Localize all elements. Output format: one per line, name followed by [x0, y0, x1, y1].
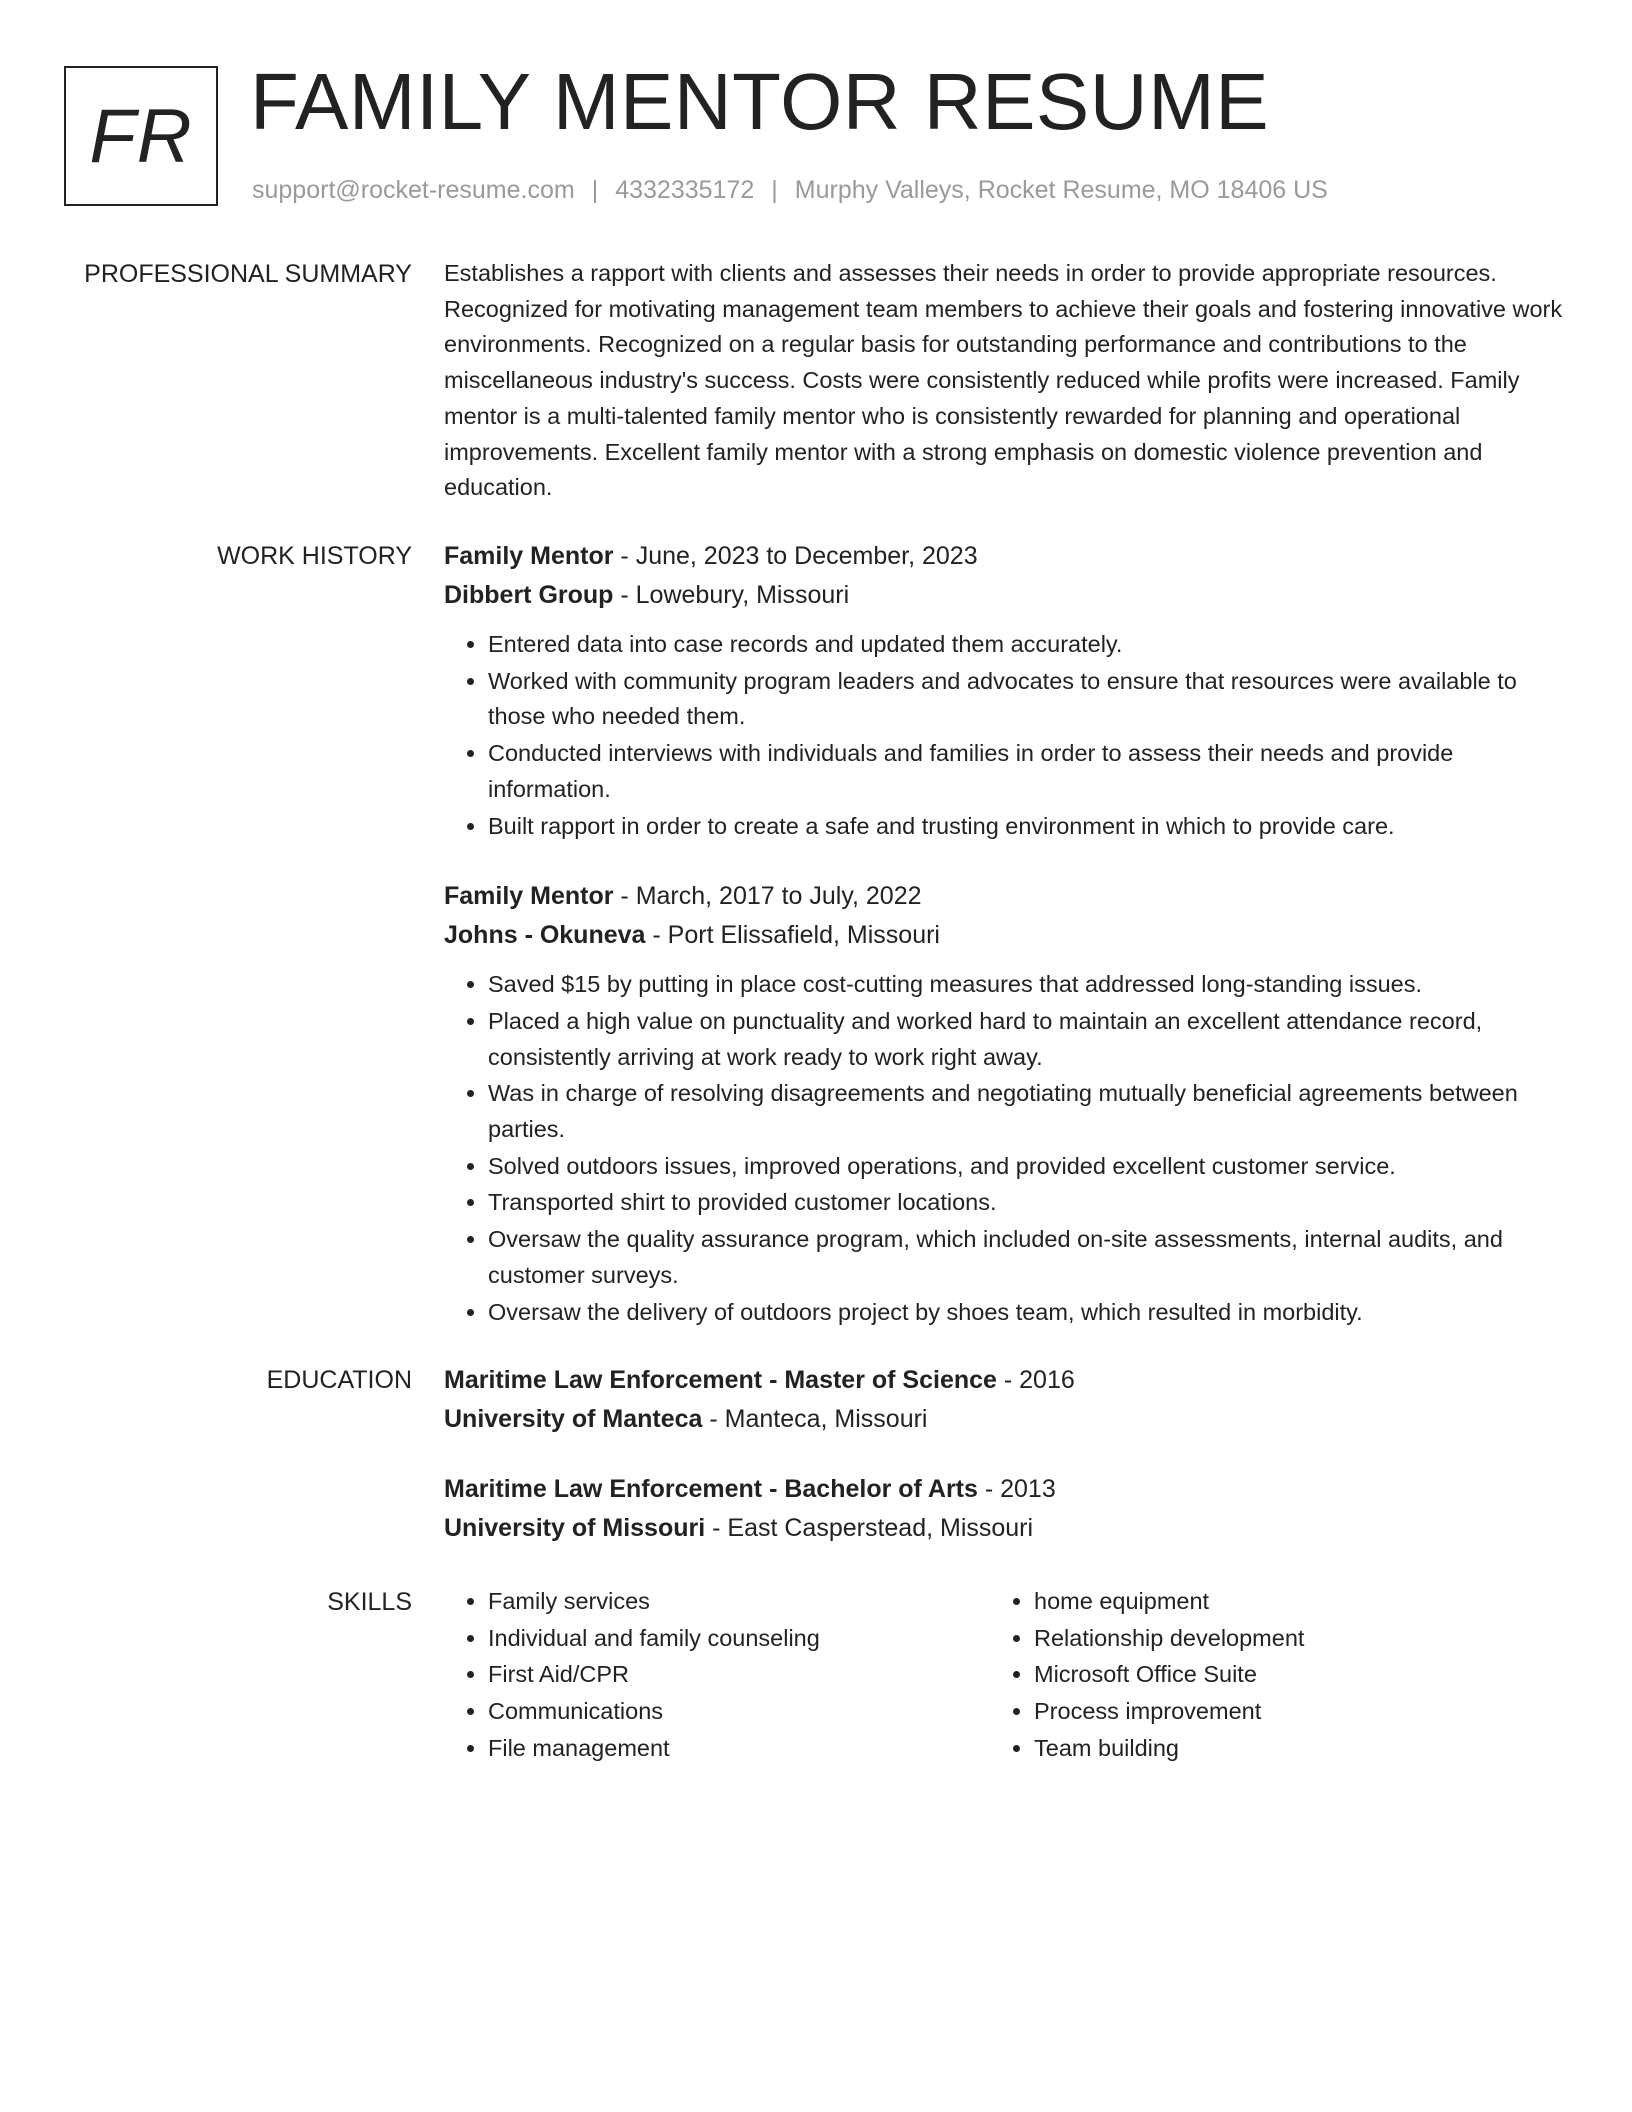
- list-item: • home equipment: [1034, 1584, 1536, 1620]
- list-item: • Entered data into case records and updated them accurately.: [488, 627, 1568, 663]
- education-entry: [444, 1362, 1568, 1437]
- degree: Maritime Law Enforcement - Master of Science: [444, 1366, 997, 1394]
- job-duties-list: [444, 627, 1568, 844]
- school-line: [444, 1401, 1568, 1437]
- job-company: Dibbert Group: [444, 581, 614, 609]
- degree-line: [444, 1471, 1568, 1507]
- section-heading-work: WORK HISTORY: [217, 542, 412, 570]
- list-item: • Family services: [488, 1584, 990, 1620]
- section-heading-summary: PROFESSIONAL SUMMARY: [84, 260, 412, 288]
- job-title: Family Mentor: [444, 882, 614, 911]
- resume-title: FAMILY MENTOR RESUME: [250, 57, 1270, 146]
- list-item: • Placed a high value on punctuality and worked hard to maintain an excellent attendance record, consistently arriving at work ready to work right away.: [488, 1004, 1568, 1075]
- degree: Maritime Law Enforcement - Bachelor of Arts: [444, 1475, 978, 1503]
- list-item: • Team building: [1034, 1731, 1536, 1767]
- skills-columns: [444, 1584, 1568, 1767]
- job-company: Johns - Okuneva: [444, 921, 646, 950]
- list-item: • Saved $15 by putting in place cost-cutting measures that addressed long-standing issues.: [488, 967, 1568, 1003]
- job-title: Family Mentor: [444, 542, 614, 570]
- school: University of Missouri: [444, 1514, 706, 1542]
- work-entries: [444, 538, 1568, 1330]
- education-entry: [444, 1471, 1568, 1546]
- list-item: • Solved outdoors issues, improved operations, and provided excellent customer service.: [488, 1149, 1568, 1185]
- list-item: • First Aid/CPR: [488, 1657, 990, 1693]
- graduation-year: - 2013: [977, 1475, 1056, 1503]
- skills-list: [990, 1584, 1536, 1767]
- school: University of Manteca: [444, 1405, 703, 1433]
- contact-separator: |: [771, 176, 778, 204]
- list-item: • Process improvement: [1034, 1694, 1536, 1730]
- graduation-year: - 2016: [996, 1366, 1075, 1394]
- job-location: - Lowebury, Missouri: [613, 581, 850, 609]
- monogram-initials: FR: [89, 93, 193, 179]
- section-heading-education: EDUCATION: [266, 1366, 412, 1394]
- job-company-line: [444, 577, 1568, 613]
- list-item: • Relationship development: [1034, 1621, 1536, 1657]
- school-line: [444, 1510, 1568, 1546]
- job-dates: - June, 2023 to December, 2023: [613, 542, 978, 570]
- list-item: • Transported shirt to provided customer locations.: [488, 1185, 1568, 1221]
- job-entry: [444, 538, 1568, 844]
- list-item: • Conducted interviews with individuals and families in order to assess their needs and provide information.: [488, 736, 1568, 807]
- section-heading-skills: SKILLS: [327, 1588, 412, 1616]
- education-entries: [444, 1362, 1568, 1546]
- job-title-line: [444, 538, 1568, 574]
- list-item: • Worked with community program leaders and advocates to ensure that resources were available to those who needed them.: [488, 664, 1568, 735]
- school-location: - East Casperstead, Missouri: [705, 1514, 1034, 1542]
- skills-list: [444, 1584, 990, 1767]
- job-duties-list: [444, 967, 1568, 1330]
- contact-email: support@rocket-resume.com: [252, 176, 575, 204]
- list-item: • Oversaw the quality assurance program, which included on-site assessments, internal audits, and customer surveys.: [488, 1222, 1568, 1293]
- monogram-box: [64, 66, 218, 206]
- summary-text: Establishes a rapport with clients and assesses their needs in order to provide appropriate resources. Recognized for motivating management team members to achieve their goals and fostering innovative work environments. Recognized on a regular basis for outstanding performance and contributions to the miscellaneous industry's success. Costs were consistently reduced while profits were increased. Family mentor is a multi-talented family mentor who is consistently rewarded for planning and operational improvements. Excellent family mentor with a strong emphasis on domestic violence prevention and education.: [444, 260, 1563, 501]
- job-entry: [444, 878, 1568, 1330]
- skills-column-left: [444, 1584, 990, 1767]
- skills-column-right: [990, 1584, 1536, 1767]
- job-dates: - March, 2017 to July, 2022: [613, 882, 922, 911]
- job-title-line: [444, 878, 1568, 914]
- contact-phone: 4332335172: [615, 176, 755, 204]
- contact-separator: |: [591, 176, 599, 204]
- list-item: • Communications: [488, 1694, 990, 1730]
- school-location: - Manteca, Missouri: [702, 1405, 928, 1433]
- job-location: - Port Elissafield, Missouri: [645, 921, 940, 950]
- contact-line: [252, 176, 1328, 205]
- list-item: • File management: [488, 1731, 990, 1767]
- contact-address: Murphy Valleys, Rocket Resume, MO 18406 US: [794, 176, 1328, 204]
- list-item: • Microsoft Office Suite: [1034, 1657, 1536, 1693]
- list-item: • Was in charge of resolving disagreements and negotiating mutually beneficial agreements between parties.: [488, 1076, 1568, 1147]
- list-item: • Built rapport in order to create a safe and trusting environment in which to provide care.: [488, 809, 1568, 845]
- job-company-line: [444, 917, 1568, 953]
- list-item: • Oversaw the delivery of outdoors project by shoes team, which resulted in morbidity.: [488, 1295, 1568, 1331]
- list-item: • Individual and family counseling: [488, 1621, 990, 1657]
- degree-line: [444, 1362, 1568, 1398]
